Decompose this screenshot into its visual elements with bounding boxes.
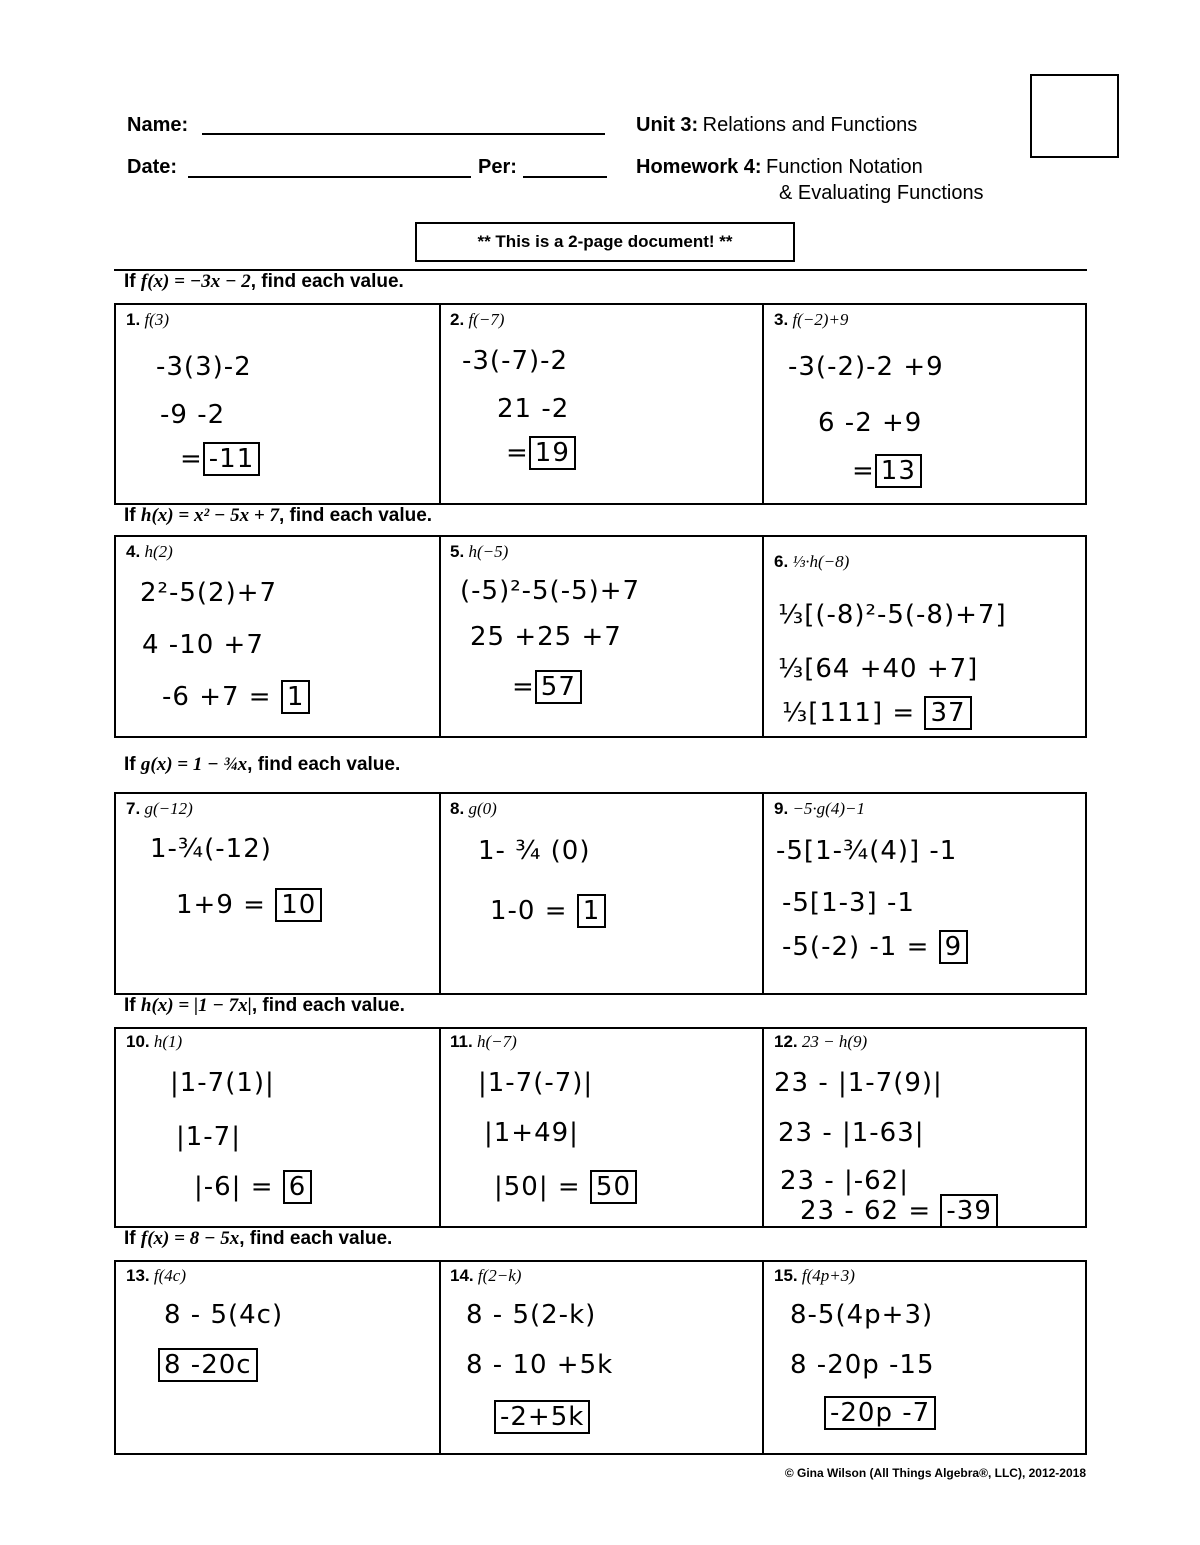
name-label: Name: [127,114,189,136]
work-line: -3(3)-2 [156,352,252,382]
answer-line [162,682,310,712]
problem-number: 14. [450,1266,474,1285]
boxed-answer: 19 [529,436,576,470]
column-divider [762,537,764,736]
problem-expression: f(2−k) [477,1266,522,1285]
problem-expression: f(4p+3) [801,1266,855,1285]
section-function: f(x) = 8 − 5x [140,1228,240,1249]
work-line: |1-7(-7)| [478,1068,594,1098]
work-line: = [512,672,535,702]
unit-label: Unit 3: [636,114,699,136]
problem-expression: ⅓·h(−8) [792,552,850,571]
boxed-answer: 37 [924,696,971,730]
work-line: 2²-5(2)+7 [140,578,278,608]
copyright-footer: © Gina Wilson (All Things Algebra®, LLC), 2012-2018 [784,1466,1086,1480]
problem-number: 10. [126,1032,150,1051]
work-line: |-6| = [194,1172,274,1202]
answer-line [782,932,968,962]
section-prefix: If [124,995,136,1016]
section-prefix: If [124,271,136,292]
problem-expression: h(2) [144,542,173,561]
work-line: 4 -10 +7 [142,630,264,660]
homework-title-line2: & Evaluating Functions [779,182,984,204]
column-divider [762,1029,764,1226]
problem-15-label [774,1266,855,1286]
problem-number: 9. [774,799,789,818]
work-line: 8 -20p -15 [790,1350,935,1380]
problem-14-label [450,1266,521,1286]
problem-10-label [126,1032,182,1052]
column-divider [762,1262,764,1455]
work-line: 25 +25 +7 [470,622,622,652]
boxed-answer: 8 -20c [158,1348,258,1382]
answer-line [800,1196,998,1226]
work-line: -3(-2)-2 +9 [788,352,944,382]
answer-line [158,1350,258,1380]
work-line: |1-7(1)| [170,1068,275,1098]
boxed-answer: -11 [203,442,260,476]
problem-5-label [450,542,508,562]
work-line: ⅓[111] = [782,698,916,728]
section-prefix: If [124,1228,136,1249]
answer-line [512,672,582,702]
problem-4-label [126,542,173,562]
work-line: -9 -2 [160,400,226,430]
problem-expression: g(−12) [144,799,193,818]
work-line: 8 - 10 +5k [466,1350,614,1380]
two-page-banner: ** This is a 2-page document! ** [415,222,795,262]
problem-expression: 23 − h(9) [801,1032,868,1051]
section-suffix: , find each value. [250,271,404,292]
work-line: -5(-2) -1 = [782,932,930,962]
work-line: 1-0 = [490,896,568,926]
boxed-answer: 10 [275,888,322,922]
section-header-h [114,503,1087,537]
boxed-answer: 50 [590,1170,637,1204]
problem-7-label [126,799,193,819]
problem-number: 4. [126,542,141,561]
problem-number: 2. [450,310,465,329]
work-line: -3(-7)-2 [462,346,569,376]
section-suffix: , find each value. [247,754,401,775]
problem-number: 15. [774,1266,798,1285]
work-line: 8-5(4p+3) [790,1300,934,1330]
unit-heading [636,114,917,137]
problem-expression: g(0) [468,799,497,818]
column-divider [439,305,441,503]
column-divider [439,794,441,993]
section-function: f(x) = −3x − 2 [140,271,251,292]
answer-line [494,1402,590,1432]
boxed-answer: 9 [939,930,969,964]
problem-expression: f(−2)+9 [792,310,849,329]
date-field[interactable] [188,176,471,178]
column-divider [439,537,441,736]
answer-line [852,456,922,486]
work-line: -5[1-3] -1 [782,888,915,918]
work-line: -6 +7 = [162,682,272,712]
problem-12-label [774,1032,867,1052]
section-prefix: If [124,754,136,775]
section-suffix: , find each value. [251,995,405,1016]
problem-expression: f(4c) [153,1266,186,1285]
answer-line [824,1398,936,1428]
work-line: 1- ¾ (0) [478,836,591,866]
work-line: = [180,444,203,474]
problem-expression: h(−7) [476,1032,517,1051]
homework-label: Homework 4: [636,156,762,178]
homework-title-line1: Function Notation [766,156,923,178]
column-divider [762,794,764,993]
section-function: h(x) = |1 − 7x| [140,995,252,1016]
problem-number: 1. [126,310,141,329]
problem-8-label [450,799,497,819]
boxed-answer: -2+5k [494,1400,590,1434]
work-line: 23 - 62 = [800,1196,932,1226]
section-prefix: If [124,505,136,526]
problem-11-label [450,1032,517,1052]
work-line: 23 - |-62| [780,1166,909,1196]
work-line: 1+9 = [176,890,266,920]
answer-line [176,890,322,920]
problem-number: 12. [774,1032,798,1051]
column-divider [439,1262,441,1455]
problem-number: 13. [126,1266,150,1285]
section-header-h-abs [114,993,1087,1029]
problem-number: 8. [450,799,465,818]
work-line: ⅓[64 +40 +7] [778,654,979,684]
problem-number: 3. [774,310,789,329]
answer-line [194,1172,312,1202]
section-header-f [114,269,1087,305]
answer-line [494,1172,637,1202]
boxed-answer: -20p -7 [824,1396,936,1430]
work-line: 6 -2 +9 [818,408,923,438]
section-header-f2 [114,1226,1087,1262]
unit-title: Relations and Functions [702,114,918,136]
answer-line [490,896,606,926]
work-line: 8 - 5(2-k) [466,1300,597,1330]
boxed-answer: 1 [281,680,311,714]
work-line: |1+49| [484,1118,579,1148]
work-line: ⅓[(-8)²-5(-8)+7] [778,600,1007,630]
section-function: g(x) = 1 − ¾x [140,754,248,775]
boxed-answer: 13 [875,454,922,488]
date-label: Date: [127,156,178,178]
boxed-answer: 6 [283,1170,313,1204]
work-line: 23 - |1-7(9)| [774,1068,943,1098]
boxed-answer: -39 [940,1194,997,1228]
problem-expression: h(−5) [468,542,509,561]
work-line: |1-7| [176,1122,241,1152]
section-header-g [114,736,1087,794]
answer-line [180,444,260,474]
section-suffix: , find each value. [239,1228,393,1249]
column-divider [762,305,764,503]
problem-3-label [774,310,848,330]
problem-number: 6. [774,552,789,571]
answer-line [782,698,972,728]
section-suffix: , find each value. [278,505,433,526]
problem-1-label [126,310,169,330]
problem-number: 5. [450,542,465,561]
boxed-answer: 1 [577,894,607,928]
boxed-answer: 57 [535,670,582,704]
name-field[interactable] [202,133,605,135]
problem-expression: f(3) [144,310,169,329]
work-line: 23 - |1-63| [778,1118,925,1148]
section-function: h(x) = x² − 5x + 7 [140,505,279,526]
per-field[interactable] [523,176,607,178]
per-label: Per: [478,156,517,178]
work-line: = [506,438,529,468]
work-line: = [852,456,875,486]
problem-number: 11. [450,1032,473,1051]
problem-2-label [450,310,504,330]
homework-heading [636,156,923,179]
work-line: |50| = [494,1172,581,1202]
score-box[interactable] [1030,74,1119,158]
work-line: 8 - 5(4c) [164,1300,284,1330]
column-divider [439,1029,441,1226]
problem-13-label [126,1266,186,1286]
problem-expression: f(−7) [468,310,505,329]
work-line: (-5)²-5(-5)+7 [460,576,641,606]
work-line: 1-¾(-12) [150,834,272,864]
work-line: 21 -2 [497,394,570,424]
problem-number: 7. [126,799,141,818]
problem-6-label [774,552,849,572]
answer-line [506,438,576,468]
problem-9-label [774,799,865,819]
work-line: -5[1-¾(4)] -1 [776,836,958,866]
problem-expression: h(1) [153,1032,183,1051]
problem-expression: −5·g(4)−1 [792,799,865,818]
